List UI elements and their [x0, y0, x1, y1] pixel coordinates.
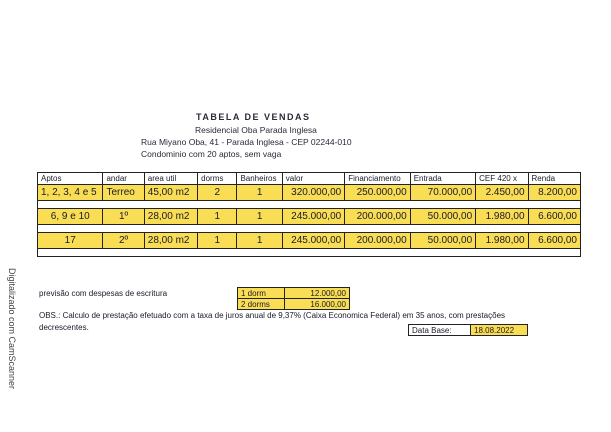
cell-aptos: 17: [38, 233, 103, 249]
data-base-label: Data Base:: [409, 325, 471, 336]
fee-value: 16.000,00: [285, 299, 350, 310]
cell-cef: 1.980,00: [476, 209, 528, 225]
spacer-row: [38, 201, 581, 209]
address: Rua Miyano Oba, 41 - Parada Inglesa - CEP 02244-010: [141, 137, 352, 147]
fee-value: 12.000,00: [285, 288, 350, 299]
fee-label: 2 dorms: [238, 299, 285, 310]
table-row: [38, 233, 581, 249]
col-andar: andar: [103, 173, 144, 185]
cell-andar: Terreo: [103, 185, 144, 201]
table-row: [38, 209, 581, 225]
page-title: TABELA DE VENDAS: [196, 112, 311, 122]
cell-banheiros: 1: [237, 233, 282, 249]
spacer-row: [38, 249, 581, 257]
fees-table: [237, 287, 350, 310]
col-cef: CEF 420 x: [476, 173, 528, 185]
table-row: [38, 185, 581, 201]
cell-financiamento: 200.000,00: [345, 209, 410, 225]
cell-renda: 8.200,00: [528, 185, 580, 201]
cell-area: 28,00 m2: [144, 233, 197, 249]
cell-entrada: 50.000,00: [410, 233, 475, 249]
sales-table: [37, 172, 581, 257]
cell-valor: 245.000,00: [282, 209, 344, 225]
col-dorms: dorms: [198, 173, 237, 185]
cell-entrada: 70.000,00: [410, 185, 475, 201]
cell-banheiros: 1: [237, 209, 282, 225]
cell-andar: 1º: [103, 209, 144, 225]
cell-financiamento: 200.000,00: [345, 233, 410, 249]
cell-andar: 2º: [103, 233, 144, 249]
cell-dorms: 1: [198, 233, 237, 249]
table-header-row: [38, 173, 581, 185]
fee-row: [238, 288, 350, 299]
scanner-watermark: Digitalizado com CamScanner: [7, 268, 17, 390]
cell-renda: 6.600,00: [528, 209, 580, 225]
col-banheiros: Banheiros: [237, 173, 282, 185]
cell-dorms: 1: [198, 209, 237, 225]
cell-aptos: 6, 9 e 10: [38, 209, 103, 225]
data-base-value: 18.08.2022: [471, 325, 528, 336]
cell-entrada: 50.000,00: [410, 209, 475, 225]
cell-aptos: 1, 2, 3, 4 e 5: [38, 185, 103, 201]
cell-financiamento: 250.000,00: [345, 185, 410, 201]
cell-area: 45,00 m2: [144, 185, 197, 201]
col-area: area util: [144, 173, 197, 185]
cell-valor: 245.000,00: [282, 233, 344, 249]
cell-renda: 6.600,00: [528, 233, 580, 249]
col-aptos: Aptos: [38, 173, 103, 185]
col-renda: Renda: [528, 173, 580, 185]
residence-name: Residencial Oba Parada Inglesa: [195, 125, 317, 135]
cell-dorms: 2: [198, 185, 237, 201]
col-valor: valor: [282, 173, 344, 185]
cell-valor: 320.000,00: [282, 185, 344, 201]
col-entrada: Entrada: [410, 173, 475, 185]
col-financiamento: Financiamento: [345, 173, 410, 185]
condo-info: Condominio com 20 aptos, sem vaga: [141, 149, 282, 159]
fee-label: 1 dorm: [238, 288, 285, 299]
data-base-box: [408, 324, 528, 336]
cell-area: 28,00 m2: [144, 209, 197, 225]
observation-note: OBS.: Calculo de prestação efetuado com a taxa de juros anual de 9,37% (Caixa Economica Federal) em 35 anos, com prestações decrescentes.: [39, 311, 506, 332]
spacer-row: [38, 225, 581, 233]
cell-cef: 1.980,00: [476, 233, 528, 249]
fee-row: [238, 299, 350, 310]
cell-banheiros: 1: [237, 185, 282, 201]
fees-label: previsão com despesas de escritura: [39, 289, 168, 298]
cell-cef: 2.450,00: [476, 185, 528, 201]
